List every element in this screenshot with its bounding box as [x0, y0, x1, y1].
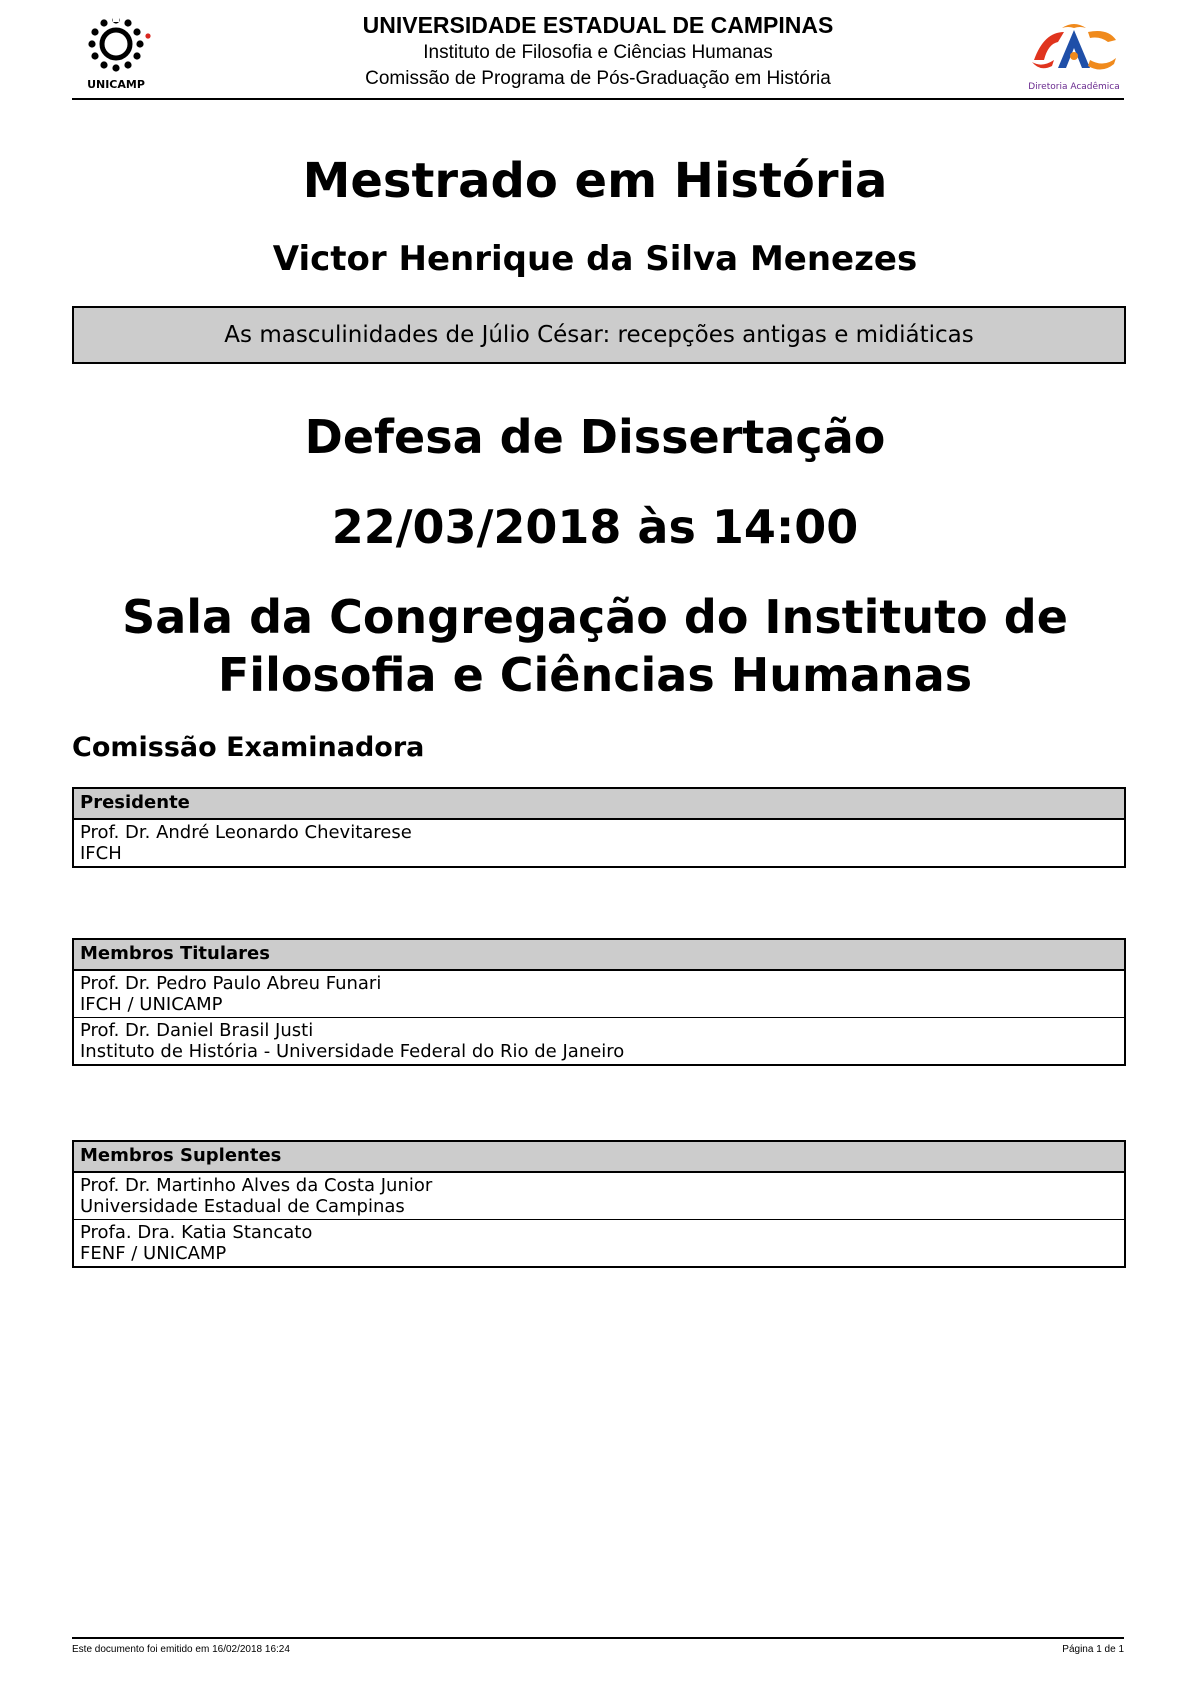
thesis-title-box [72, 306, 1126, 364]
program-title: Mestrado em História [302, 153, 888, 209]
issued-timestamp: Este documento foi emitido em 16/02/2018 16:24 [72, 1644, 290, 1655]
event-location [0, 588, 1190, 704]
institute-name: Instituto de Filosofia e Ciências Humanas [423, 42, 773, 63]
panel-header: Membros Suplentes [74, 1142, 1124, 1172]
commission-heading: Comissão Examinadora [72, 732, 425, 763]
member-affiliation: IFCH / UNICAMP [80, 994, 223, 1015]
student-name: Victor Henrique da Silva Menezes [272, 239, 918, 279]
member-affiliation: FENF / UNICAMP [80, 1243, 227, 1264]
document-footer [72, 1637, 1124, 1655]
member-name: Prof. Dr. André Leonardo Chevitarese [80, 822, 412, 843]
document-header [72, 8, 1124, 100]
thesis-title: As masculinidades de Júlio César: recepções antigas e midiáticas [224, 322, 974, 348]
member-entry [74, 1172, 1124, 1219]
member-entry [74, 970, 1124, 1017]
member-name: Prof. Dr. Martinho Alves da Costa Junior [80, 1175, 433, 1196]
commission-name: Comissão de Programa de Pós-Graduação em História [365, 68, 831, 89]
panel-header: Presidente [74, 789, 1124, 819]
member-entry [74, 1017, 1124, 1064]
location-line-1: Sala da Congregação do Instituto de [122, 590, 1068, 644]
member-name: Profa. Dra. Katia Stancato [80, 1222, 313, 1243]
member-affiliation: IFCH [80, 843, 122, 864]
page-number: Página 1 de 1 [1062, 1644, 1124, 1655]
substitute-members-panel [72, 1140, 1126, 1268]
president-panel [72, 787, 1126, 868]
event-datetime: 22/03/2018 às 14:00 [331, 500, 859, 554]
member-affiliation: Instituto de História - Universidade Federal do Rio de Janeiro [80, 1041, 625, 1062]
panel-header: Membros Titulares [74, 940, 1124, 970]
diretoria-academica-logo-text: Diretoria Acadêmica [1028, 82, 1120, 92]
diretoria-academica-logo-icon [1024, 20, 1124, 80]
member-name: Prof. Dr. Daniel Brasil Justi [80, 1020, 314, 1041]
titular-members-panel [72, 938, 1126, 1066]
diretoria-academica-logo [1024, 20, 1124, 100]
member-entry [74, 1219, 1124, 1266]
event-type: Defesa de Dissertação [304, 410, 886, 464]
university-name: UNIVERSIDADE ESTADUAL DE CAMPINAS [362, 12, 834, 38]
location-line-2: Filosofia e Ciências Humanas [217, 648, 973, 702]
unicamp-logo-text: UNICAMP [87, 78, 145, 91]
member-affiliation: Universidade Estadual de Campinas [80, 1196, 405, 1217]
member-name: Prof. Dr. Pedro Paulo Abreu Funari [80, 973, 382, 994]
member-entry [74, 819, 1124, 866]
header-titles [72, 10, 1124, 92]
